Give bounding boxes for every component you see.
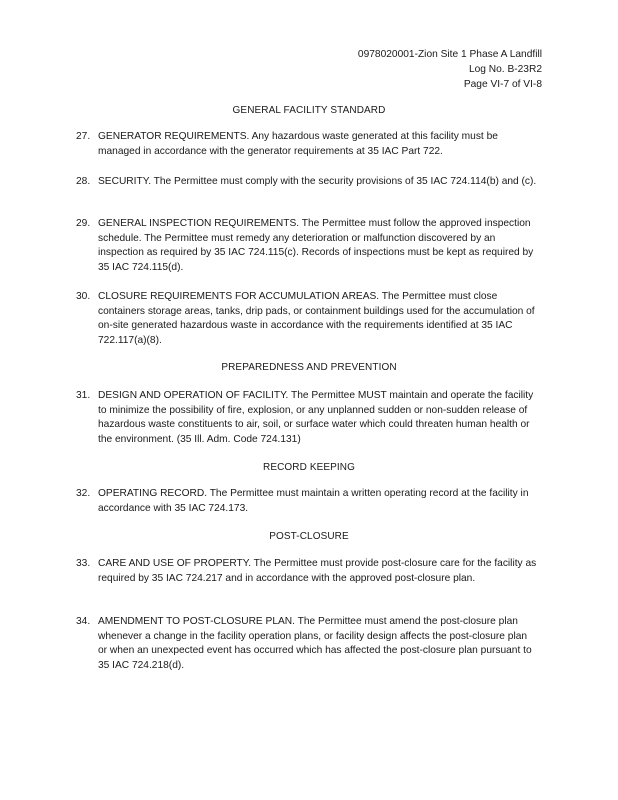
header-log-number: Log No. B-23R2 <box>468 64 542 75</box>
section-heading-record-keeping: RECORD KEEPING <box>263 462 355 473</box>
paragraph-27 <box>76 130 538 159</box>
paragraph-number: 28. <box>76 176 91 187</box>
paragraph-30 <box>76 290 538 348</box>
page-header <box>358 47 542 92</box>
paragraph-text: GENERATOR REQUIREMENTS. Any hazardous waste generated at this facility must be managed in accordance with the generator requirements at 35 IAC Part 722. <box>98 131 498 157</box>
header-page-number: Page VI-7 of VI-8 <box>463 79 542 90</box>
paragraph-32 <box>76 487 538 516</box>
header-site-line: 0978020001-Zion Site 1 Phase A Landfill <box>357 49 542 60</box>
paragraph-number: 32. <box>76 488 91 499</box>
paragraph-29 <box>76 217 538 275</box>
paragraph-number: 31. <box>76 390 91 401</box>
section-heading-general: GENERAL FACILITY STANDARD <box>232 105 386 116</box>
paragraph-number: 29. <box>76 218 91 229</box>
paragraph-number: 27. <box>76 131 91 142</box>
paragraph-text: AMENDMENT TO POST-CLOSURE PLAN. The Permittee must amend the post-closure plan whenever a change in the facility operation plans, or facility design affects the post-closure plan or when an unexpected event has occurred which has affected the post-closure plan pursuant to 35 IAC 724.218(d). <box>98 616 532 671</box>
section-heading-post-closure: POST-CLOSURE <box>269 531 349 542</box>
paragraph-text: CLOSURE REQUIREMENTS FOR ACCUMULATION AREAS. The Permittee must close containers storage areas, tanks, drip pads, or containment buildings used for the accumulation of on-site generated hazardous waste in accordance with the requirements identified at 35 IAC 722.117(a)(8). <box>98 291 535 346</box>
paragraph-34 <box>76 615 538 673</box>
section-heading-preparedness: PREPAREDNESS AND PREVENTION <box>221 362 397 373</box>
paragraph-text: SECURITY. The Permittee must comply with the security provisions of 35 IAC 724.114(b) and (c). <box>98 176 537 187</box>
paragraph-text: GENERAL INSPECTION REQUIREMENTS. The Permittee must follow the approved inspection schedule. The Permittee must remedy any deterioration or malfunction discovered by an inspection as required by 35 IAC 724.115(c). Records of inspections must be kept as required by 35 IAC 724.115(d). <box>98 218 534 273</box>
paragraph-number: 33. <box>76 558 91 569</box>
paragraph-33 <box>76 557 538 586</box>
paragraph-31 <box>76 389 538 447</box>
paragraph-text: CARE AND USE OF PROPERTY. The Permittee must provide post-closure care for the facility as required by 35 IAC 724.217 and in accordance with the approved post-closure plan. <box>98 558 537 584</box>
paragraph-28 <box>76 175 538 190</box>
paragraph-text: OPERATING RECORD. The Permittee must maintain a written operating record at the facility in accordance with 35 IAC 724.173. <box>98 488 529 514</box>
paragraph-number: 34. <box>76 616 91 627</box>
paragraph-number: 30. <box>76 291 91 302</box>
paragraph-text: DESIGN AND OPERATION OF FACILITY. The Permittee MUST maintain and operate the facility to minimize the possibility of fire, explosion, or any unplanned sudden or non-sudden release of hazardous waste constituents to air, soil, or surface water which could threaten human health or the environment. (35 Ill. Adm. Code 724.131) <box>98 390 534 445</box>
